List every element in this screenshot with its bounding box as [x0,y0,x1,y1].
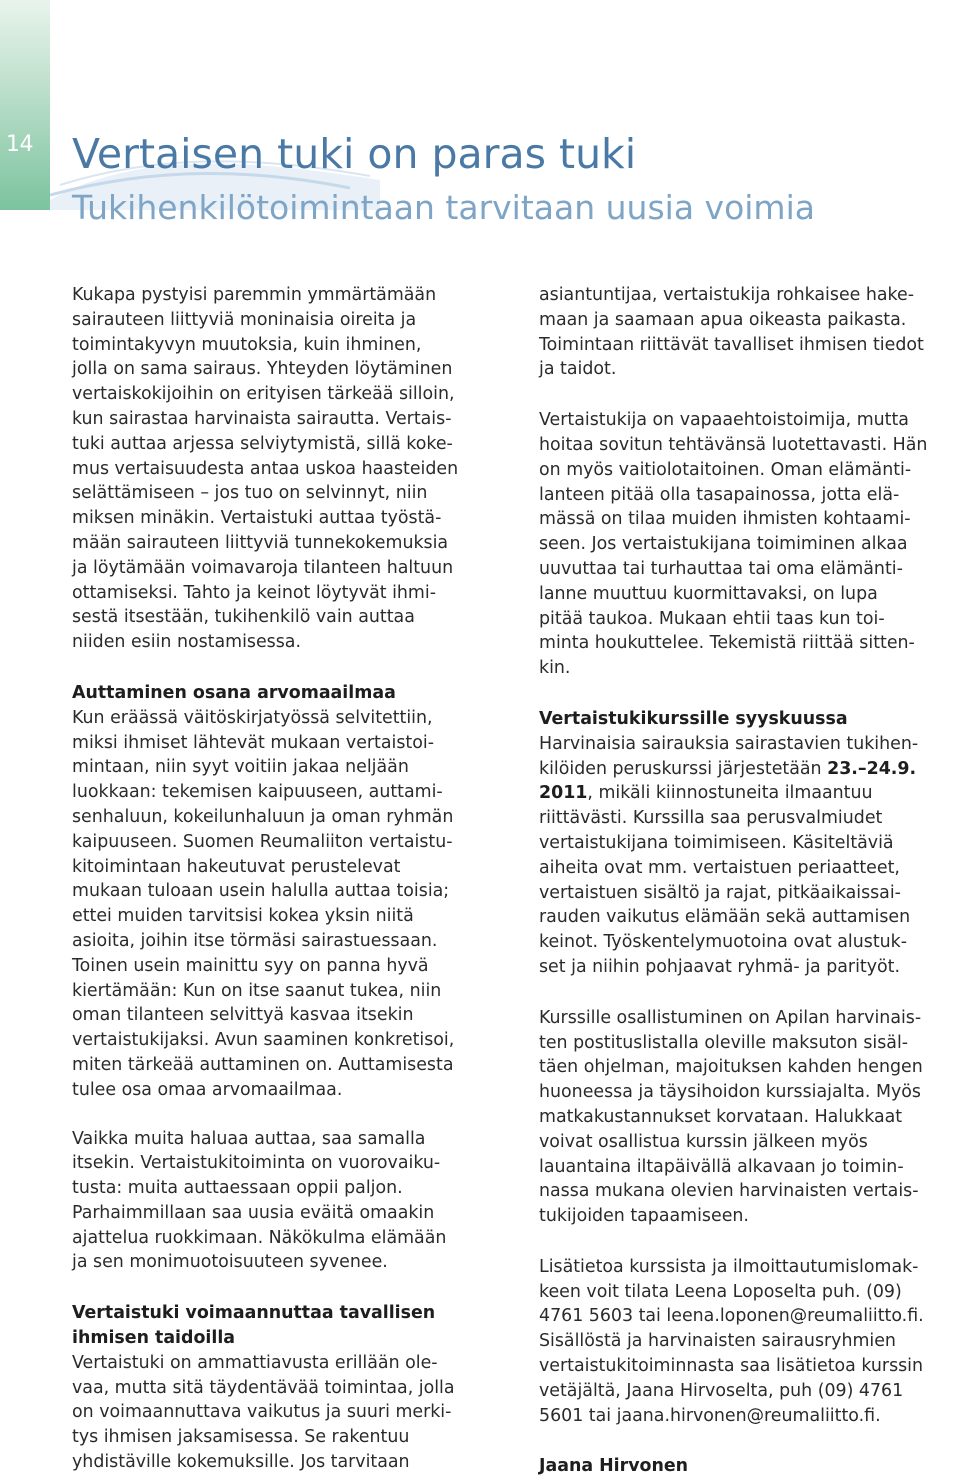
body-paragraph: asiantuntijaa, vertaistukija rohkaisee hake- maan ja saamaan apua oikeasta paikasta. Toimintaan riittävät tavalliset ihmisen tiedot ja taidot. [539,285,924,380]
body-paragraph: Kun eräässä väitöskirjatyössä selvitettiin, miksi ihmiset lähtevät mukaan vertaistoi- mintaan, niin syyt voitiin jakaa neljään luokkaan: tekemisen kaipuuseen, auttami- senhaluun, kokeilunhaluun ja oman ryhmän kaipuuseen. Suomen Reumaliiton vertaistu- kitoimintaan hakeutuvat perustelevat mukaan tuloaan usein halulla auttaa toisia; ettei muiden tarvitsisi kokea yksin niitä asioita, joihin itse törmäsi sairastuessaan. Toinen usein mainittu syy on panna hyvä kiertämään: Kun on itse saanut tukea, niin oman tilanteen selvittyä kasvaa itsekin vertaistukijaksi. Avun saaminen konkretisoi, miten tärkeää auttaminen on. Auttamisesta tulee osa omaa arvomaailmaa. [72,707,455,1100]
body-paragraph: Vertaistuki on ammattiavusta erillään ole- vaa, mutta sitä täydentävää toimintaa, jolla on voimaannuttava vaikutus ja suuri merki- tys ihmisen jaksamisessa. Se rakentuu yhdistäville kokemuksille. Jos tarvitaan [72,1352,455,1473]
body-paragraph: Vaikka muita haluaa auttaa, saa samalla itsekin. Vertaistukitoiminta on vuorovaiku- tusta: muita auttaessaan oppii paljon. Parhaimmillaan saa uusia eväitä omaakin ajattelua ruokkimaan. Näkökulma elämään ja sen monimuotoisuuteen syvenee. [72,1128,447,1273]
body-paragraph: Kurssille osallistuminen on Apilan harvinais- ten postituslistalla oleville maksuton sisäl- täen ohjelman, majoituksen kahden hengen huoneessa ja täysihoidon kurssiajalta. Myös matkakustannukset korvataan. Halukkaat voivat osallistua kurssin jälkeen myös lauantaina iltapäivällä alkavaan jo toimin- nassa mukana olevien harvinaisten vertais- tukijoiden tapaamiseen. [539,1007,923,1227]
body-paragraph [539,732,959,980]
decorative-swoosh [50,0,380,210]
body-paragraph: Vertaistukija on vapaaehtoistoimija, mutta hoitaa sovitun tehtävänsä luotettavasti. Hän on myös vaitiolotaitoinen. Oman elämänti- lanteen pitää olla tasapainossa, jotta elä- mässä on tilaa muiden ihmisten kohtaami- seen. Jos vertaistukijana toimiminen alkaa uuvuttaa tai turhauttaa tai oma elämänti- lanne muuttuu kuormittavaksi, on lupa pitää taukoa. Mukaan ehtii taas kun toi- minta houkuttelee. Tekemistä riittää sitten- kin. [539,410,928,679]
section-heading: Vertaistukikurssille syyskuussa [539,708,848,729]
author-signature: Jaana Hirvonen [539,1456,689,1477]
page-tab [0,0,50,210]
page-subtitle: Tukihenkilötoimintaan tarvitaan uusia voimia [72,188,815,227]
course-text: , mikäli kiinnostuneita ilmaantuu riittävästi. Kurssilla saa perusvalmiudet vertaistukijana toimimiseen. Käsiteltäviä aiheita ovat mm. vertaistuen periaatteet, vertaistuen sisältö ja rajat, pitkäaikaissai- rauden vaikutus elämään sekä auttamisen keinot. Työskentelymuotoina ovat alustuk- set ja niihin pohjaavat ryhmä- ja parityöt. [539,783,911,977]
right-column [539,283,959,1479]
page-number: 14 [6,132,33,157]
course-date: 23.–24.9. 2011 [539,758,917,804]
section-heading: Auttaminen osana arvomaailmaa [72,682,396,703]
section-heading: Vertaistuki voimaannuttaa tavallisen ihmisen taidoilla [72,1303,436,1349]
page-title: Vertaisen tuki on paras tuki [72,130,637,178]
course-text: Harvinaisia sairauksia sairastavien tukihen- kilöiden peruskurssi järjestetään [539,733,919,779]
left-column [72,283,492,1475]
body-paragraph: Lisätietoa kurssista ja ilmoittautumislomak- keen voit tilata Leena Loposelta puh. (09) 4761 5603 tai leena.loponen@reumaliitto.fi. Sisällöstä ja harvinaisten sairausryhmien vertaistukitoiminnasta saa lisätietoa kurssin vetäjältä, Jaana Hirvoselta, puh (09) 4761 5601 tai jaana.hirvonen@reumaliitto.fi. [539,1256,924,1426]
body-paragraph: Kukapa pystyisi paremmin ymmärtämään sairauteen liittyviä moninaisia oireita ja toimintakyvyn muutoksia, kuin ihminen, jolla on sama sairaus. Yhteyden löytäminen vertaiskokijoihin on erityisen tärkeää silloin, kun sairastaa harvinaista sairautta. Vertais- tuki auttaa arjessa selviytymistä, sillä koke- mus vertaisuudesta antaa uskoa haasteiden selättämiseen – jos tuo on selvinnyt, niin miksen minäkin. Vertaistuki auttaa työstä- mään sairauteen liittyviä tunnekokemuksia ja löytämään voimavaroja tilanteen haltuun ottamiseksi. Tahto ja keinot löytyvät ihmi- sestä itsestään, tukihenkilö vain auttaa niiden esiin nostamisessa. [72,285,459,653]
